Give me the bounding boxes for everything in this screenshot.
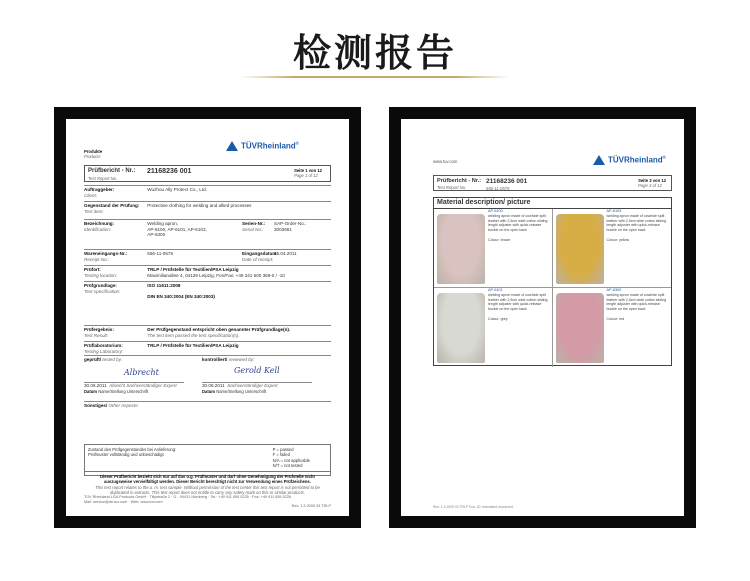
report-number: 21168236 001 — [486, 178, 528, 185]
item-colour: Colour: grey — [488, 316, 508, 321]
material-item — [553, 209, 672, 288]
report-page-3-frame — [389, 107, 696, 528]
result-row: Prüfergebnis: Test Result: Der Prüfgegenstand entspricht oben genannter Prüfgrundlage(n). The test item passed the test specification(s). — [84, 325, 331, 338]
report-page-1 — [66, 119, 349, 516]
page-indicator: Seite 1 von 12 Page 1 of 12 — [294, 168, 322, 179]
receipt-row: Wareneingangs-Nr.: Receipt No.: 556-11-0575 Eingangsdatum: Date of receipt: 15.04.2011 — [84, 249, 331, 262]
material-item — [553, 288, 672, 367]
test-item-row: Gegenstand der Prüfung: Test item: Protective clothing for welding and allied processes — [84, 201, 331, 214]
material-item — [434, 288, 553, 367]
other-aspects-row: Sonstiges/ Other Aspects: — [84, 401, 331, 409]
signature-1: Albrecht — [124, 368, 159, 377]
report-number: 21168236 001 — [147, 168, 192, 175]
item-colour: Colour: yellow — [606, 237, 630, 242]
item-code: AP-6101 — [488, 288, 503, 292]
signature-row: geprüft/ tested by: kontrolliert/ reviewed by: Albrecht Gerold Kell 30.06.2011 Abrecht Sachverständiger Expert Datum Name/Stellung Unterschrift 30.06.2011 Sachverständiger Expert Datum Name/Stellung Unterschrift — [84, 355, 331, 403]
apron-photo — [437, 293, 485, 363]
identification-row: Bezeichnung: Identification: Welding apron, AP-6100, AP-6101, AP-6103, AP-6300 Serien-Nr.: Serial No.: SAP-Order-No.: 3003661 — [84, 219, 331, 247]
item-code: AP-6103 — [606, 209, 622, 213]
website: www.tuv.com — [433, 159, 458, 164]
tuv-triangle-icon — [226, 141, 238, 151]
signature-2: Gerold Kell — [234, 366, 280, 375]
tuv-logo: TÜVRheinland® — [593, 155, 666, 166]
item-colour: Colour: red — [606, 316, 625, 321]
specification-row: Prüfgrundlage: Test specification: ISO 11611:2008 DIN EN 340:2004 (EN 340:2003) — [84, 281, 331, 321]
item-code: AP-6100 — [488, 209, 503, 213]
tuv-logo-text: TÜVRheinland — [241, 141, 296, 151]
report-number-header: Prüfbericht - Nr.: Test Report No. 21168236 001 Seite 1 von 12 Page 1 of 12 — [84, 165, 331, 182]
tuv-logo-text: TÜVRheinland — [608, 155, 663, 165]
page-indicator: Seite 3 von 12 Page 3 of 12 — [638, 178, 666, 189]
products-label: Produkte Products — [84, 149, 103, 160]
item-description: welding apron made of cowhide split leather with 2,5cm wide cotton sliding length adjuster with quick-release buckle on the open back Colour: yellow — [606, 214, 667, 242]
document-footer: TÜV Rheinland LGA Products GmbH · Tillystraße 2 · D - 90431 Nürnberg · Tel.: +49 911 655 5225 · Fax: +49 911 655 5226 Mail: service@de.tuv.com · Web: www.tuv.com Rev. 1.3 2009 03 TRLP — [84, 495, 331, 509]
report-number-header: Prüfbericht - Nr.: Test Report No. 21168236 001 556-11-0575 Seite 3 von 12 Page 3 of 12 — [433, 175, 672, 191]
apron-photo — [556, 214, 604, 284]
report-page-3 — [401, 119, 684, 516]
location-row: Prüfort: Testing location: TRLP / Prüfstelle für Textilien/PSA Leipzig Maximilianallee 4, 04129 Leipzig, Fon/Fax: +49 341 600 369-0 / -10 — [84, 265, 331, 278]
client-row: Auftraggeber: Client: Wuzhou Ally Protect Co., Ltd. — [84, 185, 331, 198]
apron-photo — [437, 214, 485, 284]
item-description: welding apron made of cowhide split leather with 2,5cm wide cotton sliding length adjuster with quick-release buckle on the open back Colour: grey — [488, 293, 548, 321]
report-page-1-frame — [54, 107, 361, 528]
title-underline — [240, 76, 510, 78]
item-description: welding apron made of cowhide split leather with 2,5cm wide cotton sliding length adjuster with quick-release buckle on the open back Colour: red — [606, 293, 667, 321]
item-description: welding apron made of cowhide split leather with 2,5cm wide cotton sliding length adjuster with quick-release buckle on the open back Colour: brown — [488, 214, 548, 242]
page-title: 检测报告 — [292, 31, 457, 75]
legend-box: Zustand des Prüfgegenstandes bei Anlieferung: Prüfmuster vollständig und unbeschädigt P = passed F = failed N/A = not applicable N/T = not tested — [84, 444, 331, 476]
material-item — [434, 209, 553, 288]
apron-photo — [556, 293, 604, 363]
material-table — [433, 197, 672, 366]
tuv-logo: TÜVRheinland® — [226, 141, 299, 152]
material-table-title: Material description/ picture — [434, 198, 671, 209]
item-code: AP-6300 — [606, 288, 622, 292]
item-colour: Colour: brown — [488, 237, 511, 242]
laboratory-row: Prüflaboratorium: Testing Laboratory: TRLP / Prüfstelle für Textilien/PSA Leipzig — [84, 341, 331, 354]
legal-notice: Dieser Prüfbericht bezieht sich nur auf das o.g. Prüfmuster und darf ohne Genehmigung der Prüfstelle nicht auszugsweise vervielfältigt werden. Dieser Bericht berechtigt nicht zur Verwendung eines Prüfzeichens. This test report relates to the a. m. test sample. Without permission of the test center this test report is not permitted to be duplicated in extracts. This test report does not entitle to carry any safety mark on this or similar products. — [84, 471, 331, 495]
document-footer: Rev. 1.3 2009 03 TRLP Doc.-ID: translated document — [433, 505, 514, 509]
tuv-triangle-icon — [593, 155, 605, 165]
